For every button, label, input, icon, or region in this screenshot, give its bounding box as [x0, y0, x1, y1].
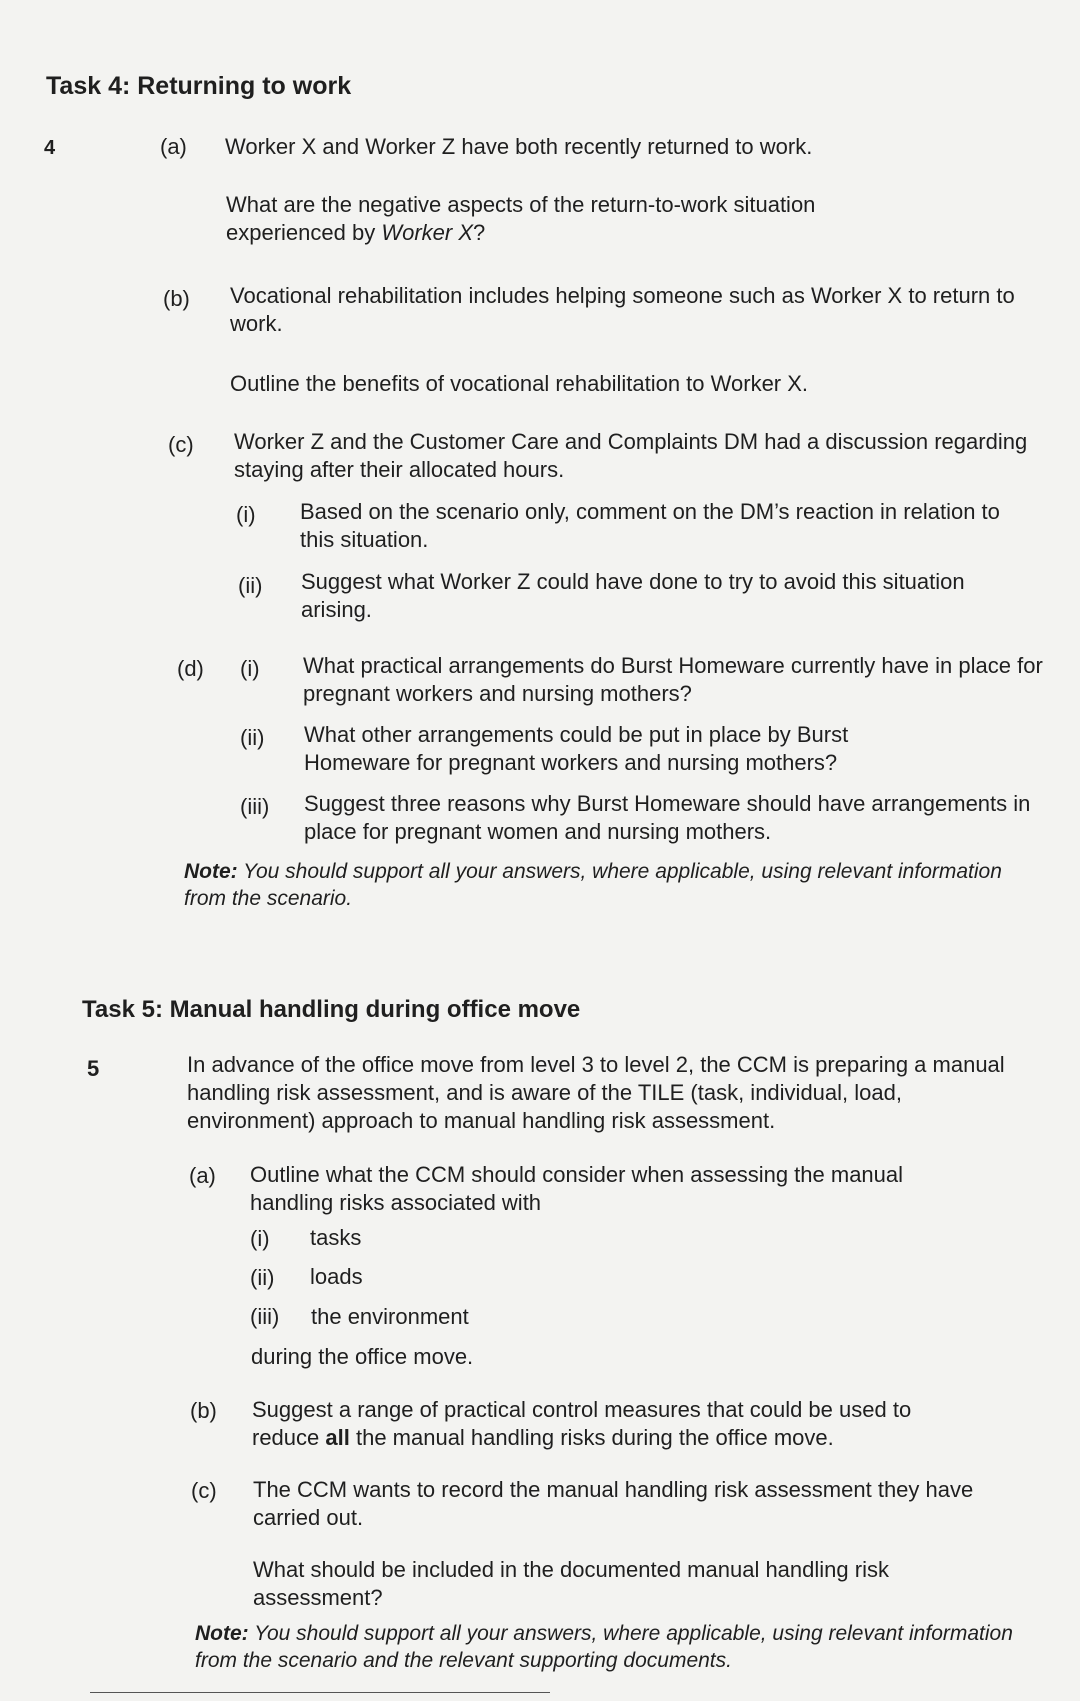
task4-a-question-start: What are the negative aspects of the return-to-work situation experienced by	[226, 192, 816, 245]
task5-heading: Task 5: Manual handling during office move	[82, 996, 581, 1023]
task5-a-label: (a)	[189, 1163, 216, 1188]
task5-note-label: Note:	[195, 1622, 249, 1645]
task5-a-closing: during the office move.	[251, 1344, 474, 1369]
task5-note	[195, 1620, 1025, 1674]
task5-b-label: (b)	[190, 1398, 217, 1423]
task4-d-iii-label: (iii)	[240, 794, 270, 819]
bottom-divider	[90, 1692, 550, 1693]
task4-d-label: (d)	[177, 656, 204, 681]
task5-b-text-bold: all	[325, 1425, 350, 1450]
task4-a-question-italic: Worker X	[381, 220, 474, 245]
task5-a-i-label: (i)	[250, 1226, 270, 1251]
task4-a-text: Worker X and Worker Z have both recently returned to work.	[225, 134, 813, 159]
task4-a-question-end: ?	[473, 220, 486, 245]
task4-c-i-label: (i)	[236, 502, 256, 527]
task5-a-iii-label: (iii)	[250, 1304, 280, 1329]
task5-b-text-end: the manual handling risks during the office move.	[349, 1425, 834, 1450]
task5-c-question: What should be included in the documented manual handling risk assessment?	[253, 1557, 889, 1610]
task5-a-iii-text: the environment	[311, 1304, 469, 1329]
task5-a-text: Outline what the CCM should consider when assessing the manual handling risks associated with	[250, 1162, 904, 1215]
task4-d-iii-text: Suggest three reasons why Burst Homeware should have arrangements in place for pregnant women and nursing mothers.	[304, 791, 1031, 844]
task5-a-ii-text: loads	[310, 1264, 363, 1289]
task5-a-ii-label: (ii)	[250, 1265, 275, 1290]
task4-d-i-label: (i)	[240, 656, 260, 681]
task4-note-text: You should support all your answers, where applicable, using relevant information from the scenario.	[184, 860, 1002, 910]
task4-b-label: (b)	[163, 286, 190, 311]
task5-note-text: You should support all your answers, where applicable, using relevant information from the scenario and the relevant supporting documents.	[195, 1622, 1013, 1672]
task4-c-label: (c)	[168, 432, 194, 457]
task4-b-text: Vocational rehabilitation includes helping someone such as Worker X to return to work.	[230, 283, 1015, 336]
task5-b-text	[252, 1396, 982, 1452]
task5-a-i-text: tasks	[310, 1225, 362, 1250]
task4-c-i-text: Based on the scenario only, comment on the DM’s reaction in relation to this situation.	[300, 499, 1000, 552]
task4-d-i-text: What practical arrangements do Burst Homeware currently have in place for pregnant workers and nursing mothers?	[303, 653, 1043, 706]
task4-c-text: Worker Z and the Customer Care and Complaints DM had a discussion regarding staying after their allocated hours.	[234, 429, 1028, 482]
task4-c-ii-text: Suggest what Worker Z could have done to try to avoid this situation arising.	[301, 569, 965, 622]
task4-d-ii-label: (ii)	[240, 725, 265, 750]
task4-note-label: Note:	[184, 860, 238, 883]
task4-a-question	[226, 191, 926, 247]
task4-b-question: Outline the benefits of vocational rehabilitation to Worker X.	[230, 371, 809, 396]
task4-c-ii-label: (ii)	[238, 573, 263, 598]
task4-number: 4	[44, 137, 56, 159]
task4-heading: Task 4: Returning to work	[46, 72, 352, 100]
task5-c-label: (c)	[191, 1478, 217, 1503]
task5-number: 5	[87, 1056, 100, 1081]
task4-a-label: (a)	[160, 134, 187, 159]
task4-d-ii-text: What other arrangements could be put in place by Burst Homeware for pregnant workers and nursing mothers?	[304, 722, 849, 775]
task4-note	[184, 858, 1014, 912]
task5-c-text: The CCM wants to record the manual handling risk assessment they have carried out.	[253, 1477, 974, 1530]
task5-intro: In advance of the office move from level 3 to level 2, the CCM is preparing a manual handling risk assessment, and is aware of the TILE (task, individual, load, environment) approach to manual handling risk assessment.	[187, 1052, 1005, 1133]
task5-b-text-start: Suggest a range of practical control measures that could be used to reduce	[252, 1397, 912, 1450]
